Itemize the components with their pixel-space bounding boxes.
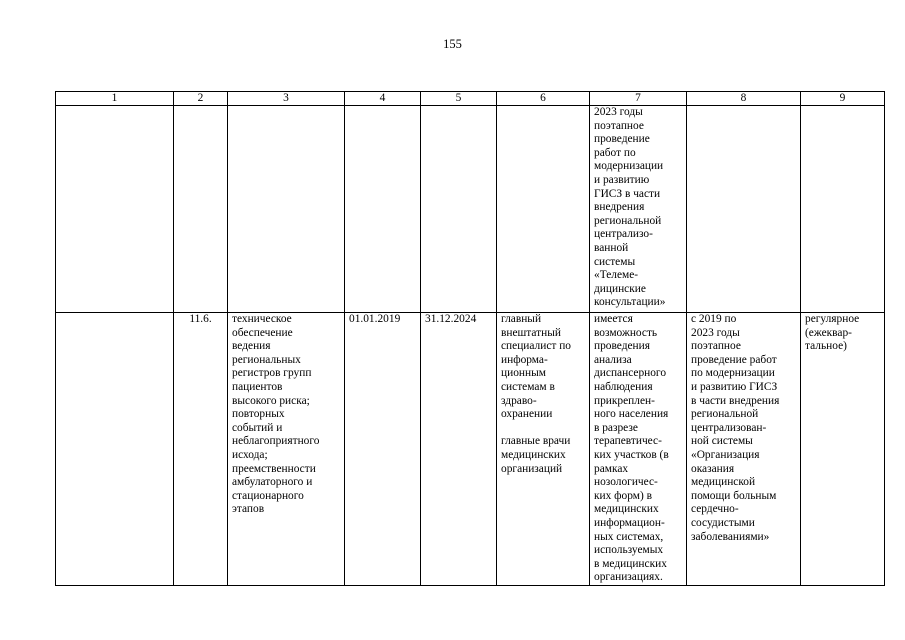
table-cell: 2023 годы поэтапное проведение работ по модернизации и развитию ГИСЗ в части внедрения региональной централизо- ванной системы «Телеме- дицинские консультации» [590, 106, 687, 313]
table-cell [801, 106, 885, 313]
start-date: 01.01.2019 [345, 313, 421, 586]
table-row [56, 106, 885, 313]
page-number: 155 [443, 37, 462, 51]
table-cell: имеется возможность проведения анализа диспансерного наблюдения прикреплен- ного населения в разрезе терапевтичес- ких участков (в рамках нозологичес- ких форм) в медицинских информацион- ных системах, используемых в медицинских организациях. [590, 313, 687, 586]
column-header: 2 [174, 92, 228, 106]
column-header: 5 [421, 92, 497, 106]
table-cell [56, 106, 174, 313]
column-header: 3 [228, 92, 345, 106]
table-row [56, 313, 885, 586]
table-cell: техническое обеспечение ведения региональных регистров групп пациентов высокого риска; повторных событий и неблагоприятного исхода; преемственности амбулаторного и стационарного этапов [228, 313, 345, 586]
table-header-row [56, 92, 885, 106]
table-cell [174, 106, 228, 313]
table-cell [56, 313, 174, 586]
item-number: 11.6. [174, 313, 228, 586]
column-header: 8 [687, 92, 801, 106]
table-cell [421, 106, 497, 313]
responsible-persons: главный внештатный специалист по информа- ционным системам в здраво- охранении главные врачи медицинских организаций [497, 313, 590, 586]
end-date: 31.12.2024 [421, 313, 497, 586]
column-header: 6 [497, 92, 590, 106]
column-header: 1 [56, 92, 174, 106]
column-header: 7 [590, 92, 687, 106]
column-header: 9 [801, 92, 885, 106]
table-cell [687, 106, 801, 313]
data-table [55, 91, 885, 586]
column-header: 4 [345, 92, 421, 106]
table-cell [228, 106, 345, 313]
table-cell: с 2019 по 2023 годы поэтапное проведение работ по модернизации и развитию ГИСЗ в части внедрения региональной централизован- ной системы «Организация оказания медицинской помощи больным сердечно- сосудистыми заболеваниями» [687, 313, 801, 586]
table-cell [345, 106, 421, 313]
frequency: регулярное (ежеквар- тальное) [801, 313, 885, 586]
table-cell [497, 106, 590, 313]
